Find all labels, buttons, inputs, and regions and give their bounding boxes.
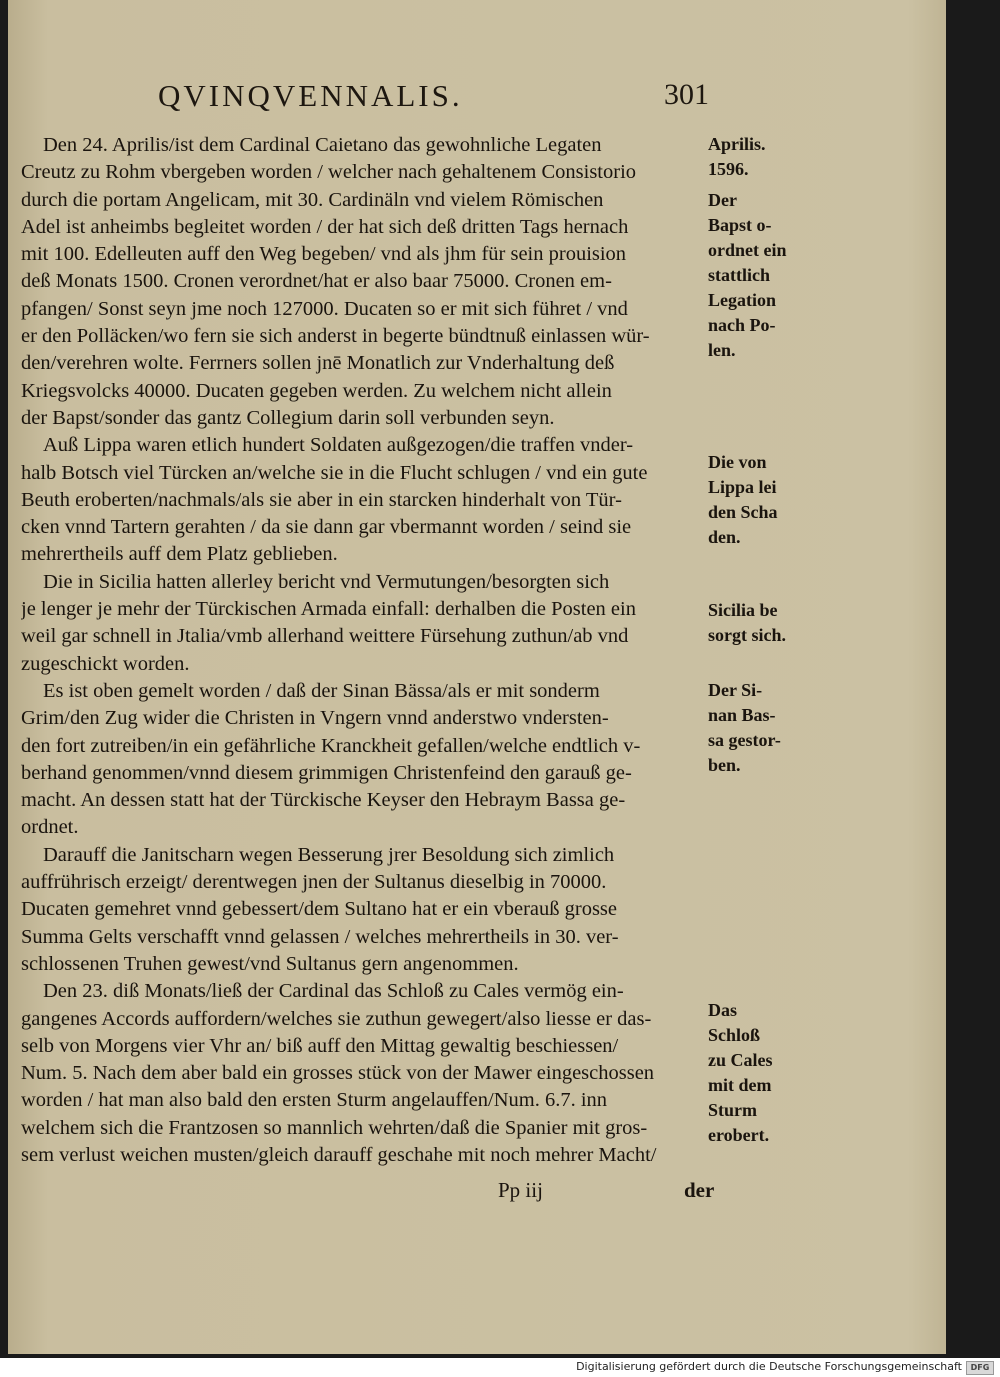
body-text bbox=[21, 132, 711, 1169]
text-line: weil gar schnell in Jtalia/vmb allerhand weittere Fürsehung zuthun/ab vnd bbox=[21, 625, 629, 648]
text-line: Num. 5. Nach dem aber bald ein grosses stück von der Mawer eingeschossen bbox=[21, 1062, 655, 1085]
text-line: Den 23. diß Monats/ließ der Cardinal das Schloß zu Cales vermög ein- bbox=[43, 980, 624, 1003]
funding-credit: Digitalisierung gefördert durch die Deutsche Forschungsgemeinschaft bbox=[576, 1360, 962, 1373]
margin-note-line: Sicilia be bbox=[708, 600, 778, 620]
margin-note-line: ben. bbox=[708, 755, 741, 775]
text-line: mehrertheils auff dem Platz geblieben. bbox=[21, 543, 338, 566]
text-line: Die in Sicilia hatten allerley bericht vnd Vermutungen/besorgten sich bbox=[43, 570, 610, 593]
running-head: QVINQVENNALIS. bbox=[158, 78, 463, 113]
text-line: Kriegsvolcks 40000. Ducaten gegeben werden. Zu welchem nicht allein bbox=[21, 379, 612, 402]
footer-bar bbox=[0, 1358, 1000, 1377]
dfg-logo-icon: DFG bbox=[966, 1361, 994, 1375]
margin-note-line: Schloß bbox=[708, 1025, 761, 1045]
text-line: der Bapst/sonder das gantz Collegium darin soll verbunden seyn. bbox=[21, 406, 555, 429]
text-line: Adel ist anheimbs begleitet worden / der hat sich deß dritten Tags hernach bbox=[21, 215, 629, 238]
text-line: halb Botsch viel Türcken an/welche sie in die Flucht schlugen / vnd ein gute bbox=[21, 461, 648, 484]
text-line: gangenes Accords auffordern/welches sie zuthun gewegert/also liesse er das- bbox=[21, 1007, 652, 1030]
margin-note-line: Das bbox=[708, 1000, 738, 1020]
text-line: Auß Lippa waren etlich hundert Soldaten außgezogen/die traffen vnder- bbox=[43, 434, 634, 457]
text-line: Den 24. Aprilis/ist dem Cardinal Caietano das gewohnliche Legaten bbox=[43, 134, 602, 156]
margin-note-line: Der bbox=[708, 190, 737, 210]
text-line: Grim/den Zug wider die Christen in Vngern vnnd anderstwo vndersten- bbox=[21, 707, 609, 730]
margin-note-sinan bbox=[708, 678, 813, 778]
text-line: mit 100. Edelleuten auff den Weg begeben/ vnd als jhm für sein prouision bbox=[21, 243, 627, 266]
margin-note-line: len. bbox=[708, 340, 736, 360]
margin-note-aprilis bbox=[708, 132, 813, 182]
catchword: der bbox=[684, 1178, 715, 1202]
page-number: 301 bbox=[664, 78, 709, 111]
margin-note-line: Der Si- bbox=[708, 680, 763, 700]
margin-note-line: sorgt sich. bbox=[708, 625, 786, 645]
margin-note-line: stattlich bbox=[708, 265, 770, 285]
margin-note-line: sa gestor- bbox=[708, 730, 781, 750]
margin-note-line: ordnet ein bbox=[708, 240, 787, 260]
margin-note-line: Bapst o- bbox=[708, 215, 772, 235]
text-line: Darauff die Janitscharn wegen Besserung jrer Besoldung sich zimlich bbox=[43, 843, 615, 866]
margin-note-lippa bbox=[708, 450, 813, 550]
text-line: Summa Gelts verschafft vnnd gelassen / welches mehrertheils in 30. ver- bbox=[21, 925, 619, 948]
text-line: den fort zutreiben/in ein gefährliche Kranckheit gefallen/welche endtlich v- bbox=[21, 734, 641, 757]
margin-note-line: nach Po- bbox=[708, 315, 776, 335]
margin-note-line: nan Bas- bbox=[708, 705, 776, 725]
margin-note-line: Die von bbox=[708, 452, 767, 472]
text-line: Es ist oben gemelt worden / daß der Sinan Bässa/als er mit sonderm bbox=[43, 679, 600, 702]
text-line: worden / hat man also bald den ersten Sturm angelauffen/Num. 6.7. inn bbox=[21, 1089, 608, 1112]
margin-note-line: den. bbox=[708, 527, 741, 547]
text-line: berhand genommen/vnnd diesem grimmigen Christenfeind den garauß ge- bbox=[21, 761, 632, 784]
margin-note-line: erobert. bbox=[708, 1125, 770, 1145]
signature-mark: Pp iij bbox=[498, 1178, 543, 1202]
margin-note-sicilia bbox=[708, 598, 813, 648]
margin-note-line: Sturm bbox=[708, 1100, 757, 1120]
text-line: durch die portam Angelicam, mit 30. Cardinäln vnd vielem Römischen bbox=[21, 188, 604, 211]
text-line: sem verlust weichen musten/gleich darauff geschahe mit noch mehrer Macht/ bbox=[21, 1143, 657, 1166]
margin-note-line: den Scha bbox=[708, 502, 778, 522]
text-line: ordnet. bbox=[21, 816, 79, 839]
text-line: je lenger je mehr der Türckischen Armada einfall: derhalben die Posten ein bbox=[21, 598, 636, 621]
margin-note-line: 1596. bbox=[708, 159, 749, 179]
margin-note-line: zu Cales bbox=[708, 1050, 773, 1070]
margin-note-line: Lippa lei bbox=[708, 477, 777, 497]
text-line: deß Monats 1500. Cronen verordnet/hat er also baar 75000. Cronen em- bbox=[21, 270, 612, 293]
book-page bbox=[8, 0, 946, 1354]
margin-note-bapst bbox=[708, 188, 813, 363]
margin-note-line: Legation bbox=[708, 290, 777, 310]
text-line: Beuth eroberten/nachmals/als sie aber in ein starcken hinderhalt von Tür- bbox=[21, 488, 622, 511]
text-line: selb von Morgens vier Vhr an/ biß auff den Mittag gewaltig beschiessen/ bbox=[21, 1034, 619, 1057]
text-line: den/verehren wolte. Ferrners sollen jnē Monatlich zur Vnderhaltung deß bbox=[21, 352, 615, 375]
text-line: cken vnnd Tartern gerahten / da sie dann gar vbermannt worden / seind sie bbox=[21, 516, 632, 539]
text-line: schlossenen Truhen gewest/vnd Sultanus gern angenommen. bbox=[21, 952, 519, 975]
text-line: pfangen/ Sonst seyn jme noch 127000. Ducaten so er mit sich führet / vnd bbox=[21, 297, 628, 320]
text-line: Ducaten gemehret vnnd gebessert/dem Sultano hat er ein vberauß grosse bbox=[21, 898, 618, 921]
margin-note-cales bbox=[708, 998, 813, 1148]
text-line: welchem sich die Frantzosen so mannlich wehrten/daß die Spanier mit gros- bbox=[21, 1116, 648, 1139]
text-line: auffrührisch erzeigt/ derentwegen jnen der Sultanus dieselbig in 70000. bbox=[21, 871, 607, 894]
text-line: zugeschickt worden. bbox=[21, 652, 190, 675]
margin-note-line: Aprilis. bbox=[708, 134, 766, 154]
text-line: Creutz zu Rohm vbergeben worden / welcher nach gehaltenem Consistorio bbox=[21, 161, 637, 184]
margin-note-line: mit dem bbox=[708, 1075, 772, 1095]
text-line: er den Polläcken/wo fern sie sich anderst in begerte bündtnuß einlassen wür- bbox=[21, 325, 650, 348]
text-line: macht. An dessen statt hat der Türckische Keyser den Hebraym Bassa ge- bbox=[21, 789, 626, 812]
